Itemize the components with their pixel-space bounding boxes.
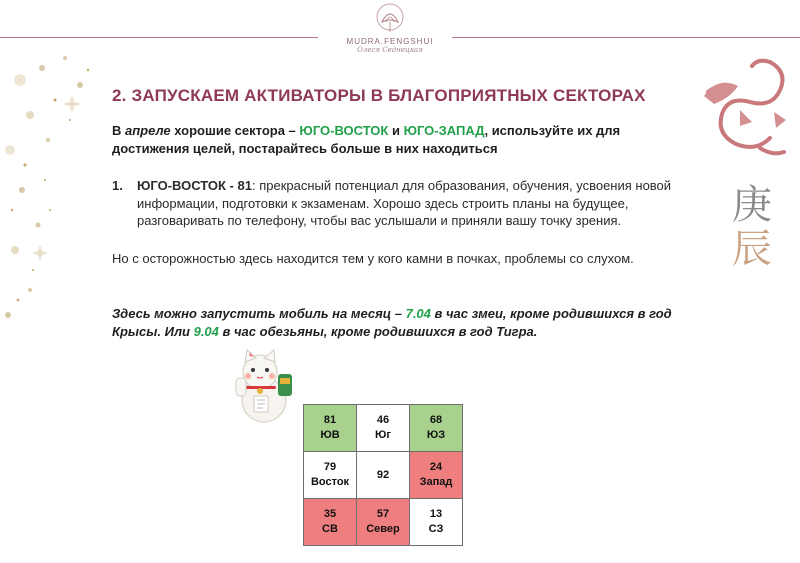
cell-label: ЮЗ	[426, 429, 446, 441]
mobile-text-1: Здесь можно запустить мобиль на месяц –	[112, 306, 406, 321]
intro-text-2: хорошие сектора –	[170, 123, 300, 138]
grid-cell-north	[357, 499, 410, 546]
grid-row-top	[304, 405, 463, 452]
brand-logo	[330, 2, 450, 72]
cell-label: ЮВ	[320, 429, 340, 441]
cell-number: 68	[429, 414, 443, 426]
intro-sector-southeast: ЮГО-ВОСТОК	[299, 123, 389, 138]
header-rule-left	[0, 37, 318, 38]
cell-label: СЗ	[428, 523, 444, 535]
cell-number: 24	[429, 461, 443, 473]
intro-text-1: В	[112, 123, 125, 138]
lotus-moon-icon	[370, 2, 410, 36]
grid-cell-northwest	[410, 499, 463, 546]
dragon-icon	[700, 52, 796, 164]
cell-number: 81	[323, 414, 337, 426]
brand-name: MUDRA.FENGSHUI	[346, 37, 434, 46]
grid-cell-west	[410, 452, 463, 499]
list-item-number: 1.	[112, 178, 123, 193]
mobile-paragraph	[112, 305, 672, 341]
grid-cell-northeast	[304, 499, 357, 546]
intro-text-4: , используйте их для достижения целей, постарайтесь больше в них находиться	[112, 123, 621, 156]
mobile-date-2: 9.04	[193, 324, 219, 339]
intro-text-3: и	[388, 123, 404, 138]
grid-cell-center	[357, 452, 410, 499]
grid-cell-south	[357, 405, 410, 452]
cell-label: Юг	[375, 429, 391, 441]
mobile-text-2: в час змеи, кроме родившихся в год Крысы. Или	[112, 306, 672, 339]
warning-paragraph: Но с осторожностью здесь находится тем у кого камни в почках, проблемы со слухом.	[112, 251, 634, 266]
list-item-sector: ЮГО-ВОСТОК - 81	[137, 178, 252, 193]
cell-number: 35	[323, 508, 337, 520]
cell-label: СВ	[322, 523, 338, 535]
lucky-cat-icon	[230, 348, 298, 424]
header-rule-right	[452, 37, 800, 38]
grid-cell-east	[304, 452, 357, 499]
cell-number: 57	[376, 508, 390, 520]
mobile-text-3: в час обезьяны, кроме родившихся в год Тигра.	[218, 324, 538, 339]
flying-stars-grid	[303, 404, 463, 546]
cell-number: 46	[376, 414, 390, 426]
mobile-date-1: 7.04	[405, 306, 431, 321]
calligraphy-top: 庚	[732, 182, 772, 228]
grid-cell-southeast	[304, 405, 357, 452]
intro-sector-southwest: ЮГО-ЗАПАД	[403, 123, 485, 138]
cell-label: Запад	[419, 476, 453, 488]
intro-paragraph	[112, 122, 672, 158]
cell-number: 13	[429, 508, 443, 520]
intro-month: апреле	[125, 123, 171, 138]
grid-row-middle	[304, 452, 463, 499]
cell-number: 92	[376, 468, 390, 481]
list-item-southeast	[112, 177, 672, 230]
grid-row-bottom	[304, 499, 463, 546]
sparkles-decoration	[0, 40, 110, 340]
grid-cell-southwest	[410, 405, 463, 452]
section-title: 2. ЗАПУСКАЕМ АКТИВАТОРЫ В БЛАГОПРИЯТНЫХ СЕКТОРАХ	[112, 86, 646, 105]
calligraphy-bottom: 辰	[732, 226, 772, 272]
cell-label: Север	[366, 523, 400, 535]
cell-number: 79	[323, 461, 337, 473]
list-item-text: : прекрасный потенциал для образования, обучения, усвоения новой информации, подготовки к экзаменам. Хорошо здесь строить планы на будущее, разговаривать по телефону, чтобы вас услышали и приняли вашу точку зрения.	[137, 178, 672, 228]
brand-signature: Олеся Седнецкая	[357, 46, 423, 54]
cell-label: Восток	[310, 476, 350, 488]
